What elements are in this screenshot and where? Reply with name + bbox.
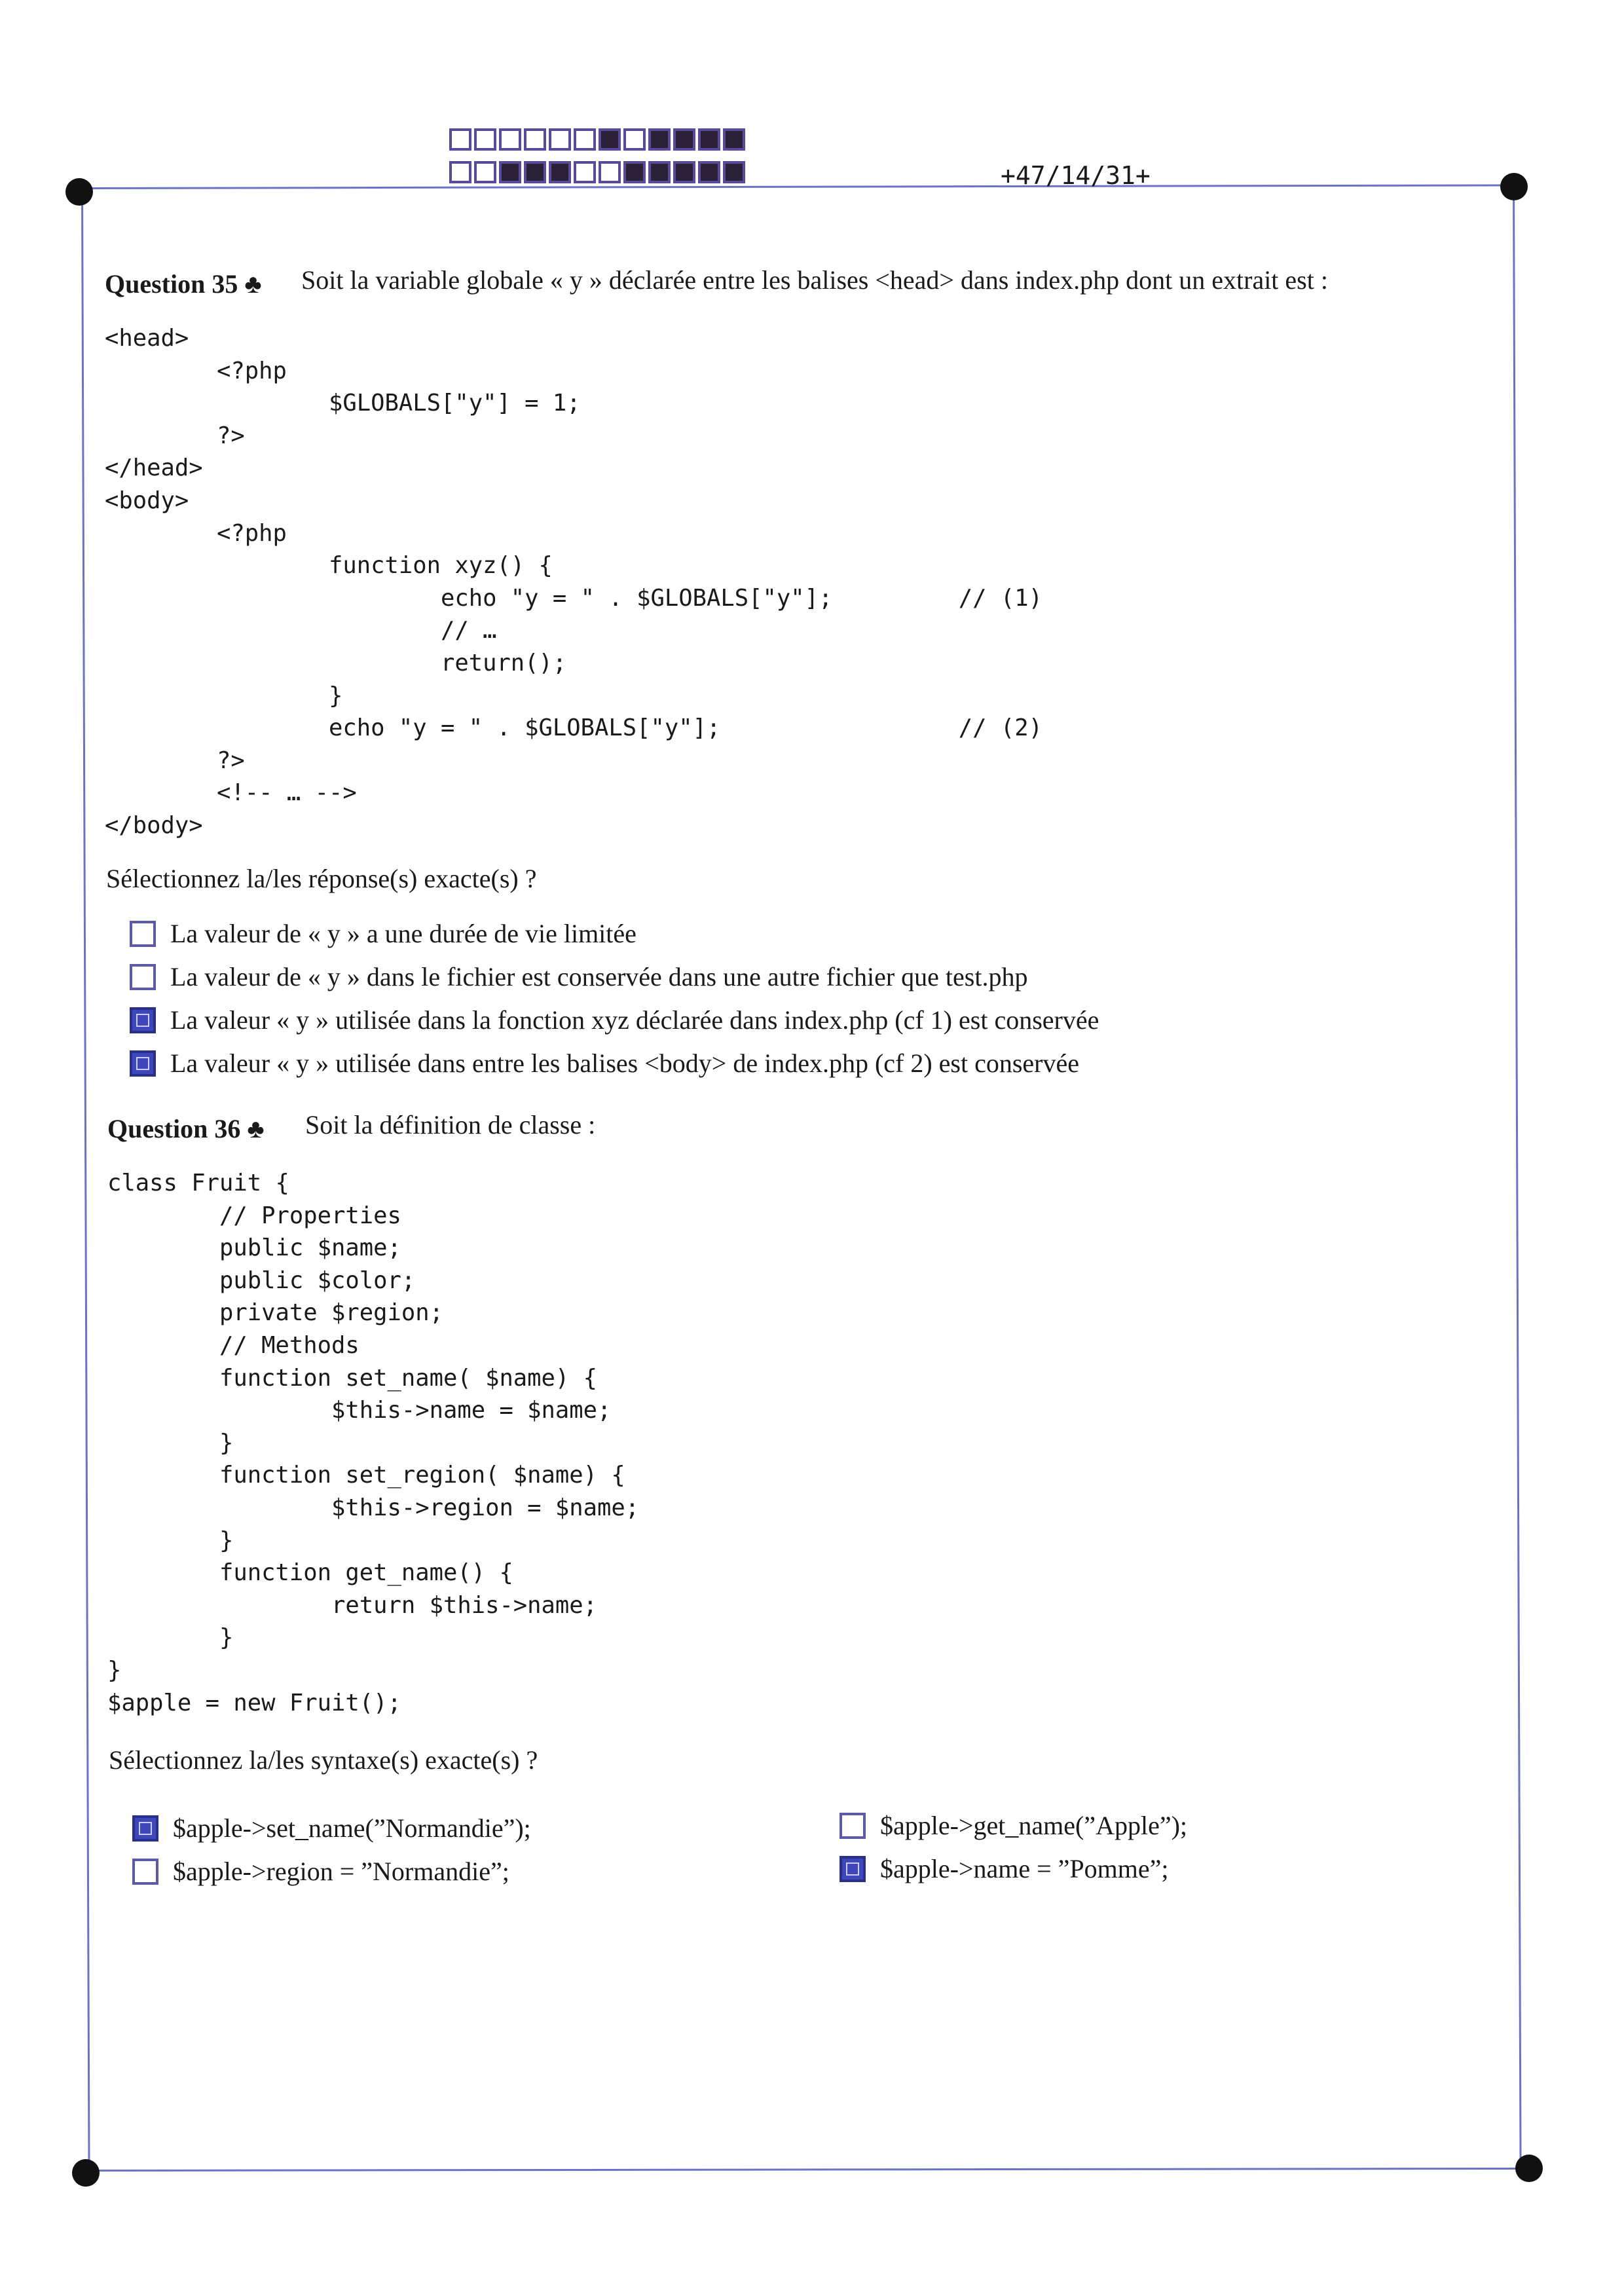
barcode-row-2: [449, 161, 748, 183]
question-36-text: Soit la définition de classe :: [305, 1110, 596, 1139]
frame-top-line: [80, 184, 1518, 189]
barcode-cell: [599, 161, 621, 183]
option-label: La valeur « y » utilisée dans entre les balises <body> de index.php (cf 2) est conservée: [170, 1048, 1080, 1078]
registration-mark-bottom-left: [72, 2159, 100, 2187]
barcode-cell: [574, 161, 596, 183]
barcode-cell: [623, 161, 646, 183]
question-35-heading: [105, 268, 262, 299]
club-icon: ♣: [244, 269, 262, 299]
barcode-cell: [474, 128, 496, 151]
frame-bottom-line: [88, 2168, 1528, 2172]
option-label: La valeur de « y » a une durée de vie limitée: [170, 919, 637, 948]
barcode-cell: [549, 128, 571, 151]
q36-option-4[interactable]: [840, 1853, 1169, 1884]
question-35-code: <head> <?php $GLOBALS["y"] = 1; ?> </head> <body> <?php function xyz() { echo "y = " . $GLOBALS["y"]; // (1) // … return(); } echo "y = " . $GLOBALS["y"]; // (2) ?> <!-- … --> </body>: [105, 325, 1043, 839]
barcode-cell: [648, 128, 671, 151]
question-35-label: Question 35: [105, 269, 238, 299]
page-id: +47/14/31+: [1001, 161, 1151, 190]
q36-option-3[interactable]: [840, 1810, 1187, 1841]
question-36-heading: [107, 1113, 265, 1144]
barcode-cell: [449, 128, 471, 151]
registration-mark-top-right: [1500, 173, 1528, 200]
q36-option-1[interactable]: [132, 1813, 531, 1843]
option-label: La valeur « y » utilisée dans la fonction xyz déclarée dans index.php (cf 1) est conservée: [170, 1005, 1099, 1035]
q36-option-2[interactable]: [132, 1856, 509, 1887]
checkbox[interactable]: [130, 1050, 156, 1077]
barcode-cell: [499, 128, 521, 151]
registration-mark-bottom-right: [1515, 2155, 1543, 2182]
q35-option-2[interactable]: [130, 961, 1027, 992]
barcode-cell: [499, 161, 521, 183]
option-label: $apple->region = ”Normandie”;: [173, 1857, 509, 1886]
barcode-cell: [723, 128, 745, 151]
option-label: La valeur de « y » dans le fichier est conservée dans une autre fichier que test.php: [170, 962, 1028, 991]
barcode-cell: [449, 161, 471, 183]
checkbox[interactable]: [132, 1815, 158, 1842]
checkbox[interactable]: [132, 1859, 158, 1885]
checkbox[interactable]: [130, 921, 156, 947]
barcode-cell: [698, 161, 720, 183]
barcode-cell: [524, 128, 546, 151]
q35-option-3[interactable]: [130, 1005, 1099, 1035]
frame-left-line: [81, 193, 90, 2172]
checkbox[interactable]: [130, 1007, 156, 1033]
barcode-cell: [673, 161, 695, 183]
club-icon: ♣: [247, 1114, 265, 1143]
frame-right-line: [1513, 186, 1522, 2168]
registration-mark-top-left: [65, 178, 93, 206]
barcode-cell: [599, 128, 621, 151]
barcode-cell: [623, 128, 646, 151]
option-label: $apple->name = ”Pomme”;: [880, 1854, 1169, 1883]
barcode-cell: [474, 161, 496, 183]
question-36-instruction: Sélectionnez la/les syntaxe(s) exacte(s) ?: [109, 1745, 538, 1775]
barcode-cell: [673, 128, 695, 151]
question-35-instruction: Sélectionnez la/les réponse(s) exacte(s) ?: [106, 864, 537, 893]
question-35-text: Soit la variable globale « y » déclarée entre les balises <head> dans index.php dont un extrait est :: [301, 265, 1328, 295]
checkbox[interactable]: [840, 1813, 866, 1839]
barcode-cell: [574, 128, 596, 151]
q35-option-4[interactable]: [130, 1048, 1079, 1079]
option-label: $apple->set_name(”Normandie”);: [173, 1813, 531, 1843]
question-36-code: class Fruit { // Properties public $name; public $color; private $region; // Methods function set_name( $name) { $this->name = $name; } function set_region( $name) { $this->region = $name; } function get_name() { return $this->name; } } $apple = new Fruit();: [107, 1170, 640, 1716]
barcode-cell: [723, 161, 745, 183]
barcode-row-1: [449, 128, 748, 151]
option-label: $apple->get_name(”Apple”);: [880, 1811, 1188, 1840]
barcode-cell: [648, 161, 671, 183]
checkbox[interactable]: [130, 964, 156, 990]
checkbox[interactable]: [840, 1856, 866, 1882]
barcode-cell: [549, 161, 571, 183]
barcode-cell: [524, 161, 546, 183]
q35-option-1[interactable]: [130, 918, 637, 949]
barcode-cell: [698, 128, 720, 151]
question-36-label: Question 36: [107, 1114, 241, 1143]
